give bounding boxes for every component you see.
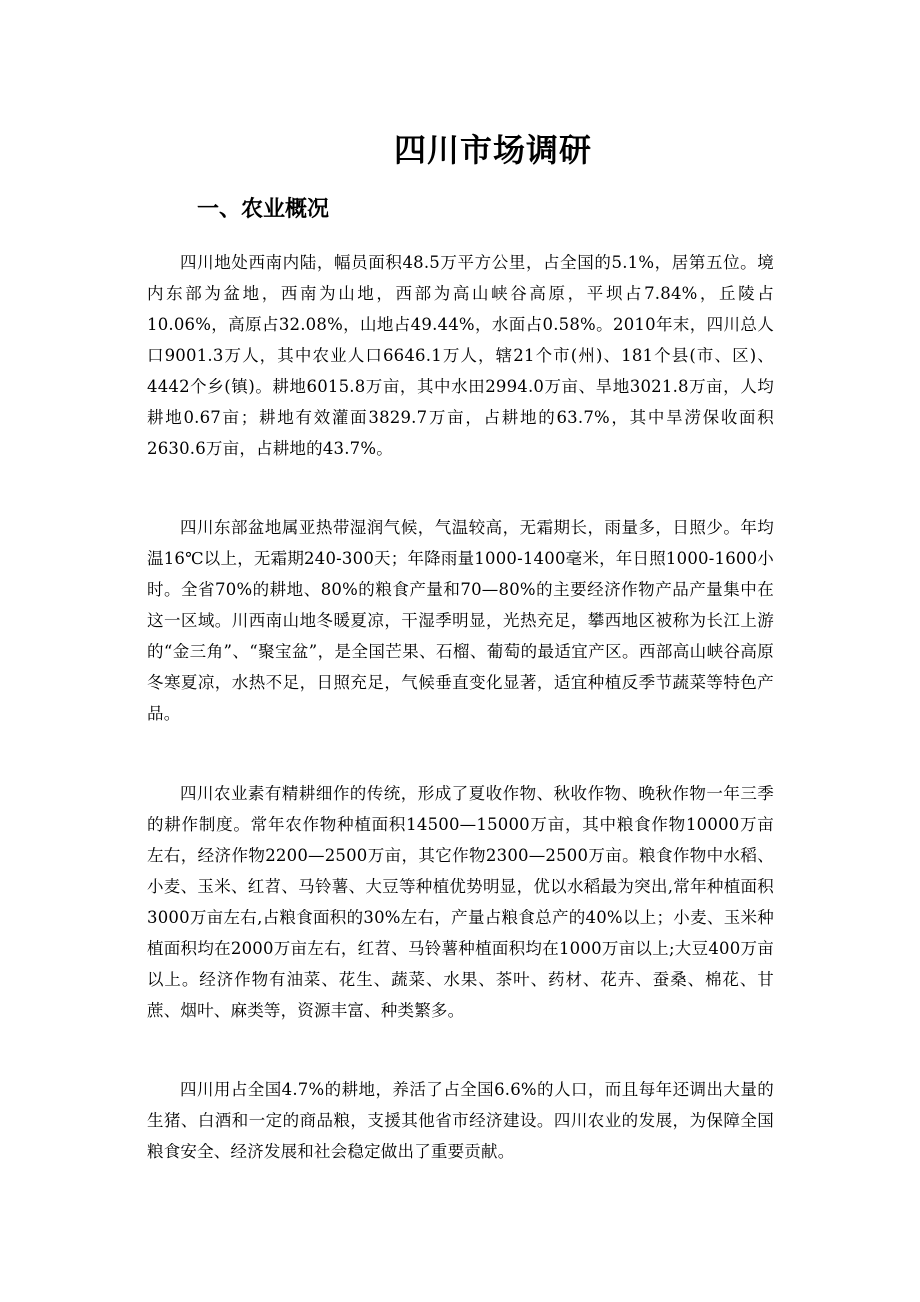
paragraph-climate: 四川东部盆地属亚热带湿润气候，气温较高，无霜期长，雨量多，日照少。年均温16℃以上，无霜期240-300天；年降雨量1000-1400毫米，年日照1000-1600小时。全省70%的耕地、80%的粮食产量和70—80%的主要经济作物产品产量集中在这一区域。川西南山地冬暖夏凉，干湿季明显，光热充足，攀西地区被称为长江上游的“金三角”、“聚宝盆”，是全国芒果、石榴、葡萄的最适宜产区。西部高山峡谷高原冬寒夏凉，水热不足，日照充足，气候垂直变化显著，适宜种植反季节蔬菜等特色产品。 xyxy=(147,518,774,723)
document-title: 四川市场调研 xyxy=(393,131,592,169)
paragraph-overview: 四川地处西南内陆，幅员面积48.5万平方公里，占全国的5.1%，居第五位。境内东部为盆地，西南为山地，西部为高山峡谷高原，平坝占7.84%，丘陵占10.06%，高原占32.08%，山地占49.44%，水面占0.58%。2010年末，四川总人口9001.3万人，其中农业人口6646.1万人，辖21个市(州)、181个县(市、区)、4442个乡(镇)。耕地6015.8万亩，其中水田2994.0万亩、旱地3021.8万亩，人均耕地0.67亩；耕地有效灌面3829.7万亩，占耕地的63.7%，其中旱涝保收面积2630.6万亩，占耕地的43.7%。 xyxy=(147,253,774,458)
section-heading: 一、农业概况 xyxy=(197,197,330,222)
paragraph-crops: 四川农业素有精耕细作的传统，形成了夏收作物、秋收作物、晚秋作物一年三季的耕作制度。常年农作物种植面积14500—15000万亩，其中粮食作物10000万亩左右，经济作物2200—2500万亩，其它作物2300—2500万亩。粮食作物中水稻、小麦、玉米、红苕、马铃薯、大豆等种植优势明显，优以水稻最为突出,常年种植面积3000万亩左右,占粮食面积的30%左右，产量占粮食总产的40%以上；小麦、玉米种植面积均在2000万亩左右，红苕、马铃薯种植面积均在1000万亩以上;大豆400万亩以上。经济作物有油菜、花生、蔬菜、水果、茶叶、药材、花卉、蚕桑、棉花、甘蔗、烟叶、麻类等，资源丰富、种类繁多。 xyxy=(147,784,774,1020)
paragraph-contribution: 四川用占全国4.7%的耕地，养活了占全国6.6%的人口，而且每年还调出大量的生猪、白酒和一定的商品粮，支援其他省市经济建设。四川农业的发展，为保障全国粮食安全、经济发展和社会稳定做出了重要贡献。 xyxy=(147,1080,774,1161)
